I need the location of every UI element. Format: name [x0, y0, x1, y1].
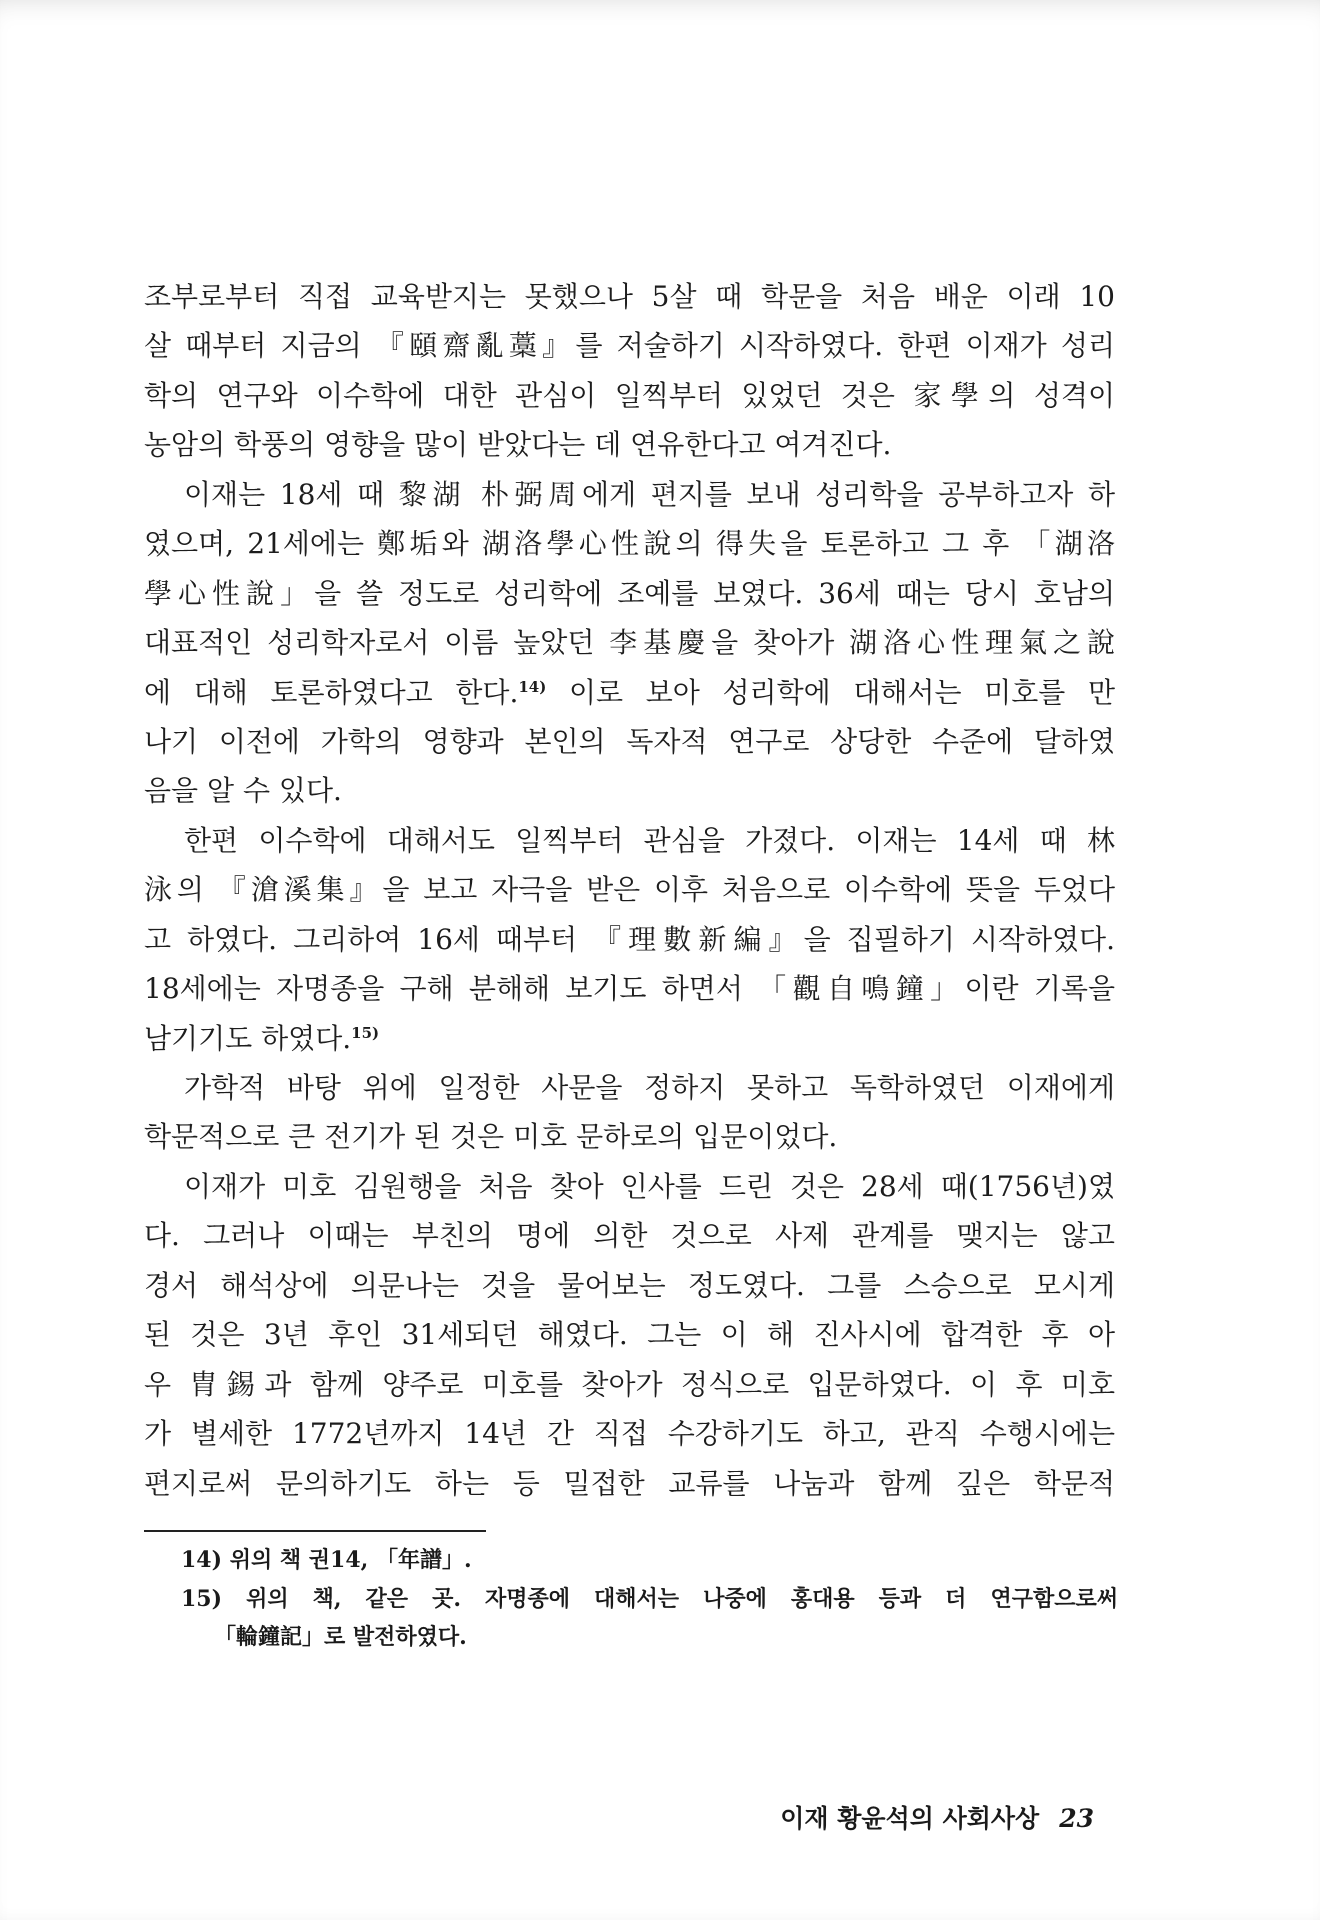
paragraph [144, 272, 1115, 470]
body-line: 泳의 『滄溪集』을 보고 자극을 받은 이후 처음으로 이수학에 뜻을 두었다 [144, 873, 1115, 907]
footnote-text: 위의 책, 같은 곳. 자명종에 대해서는 나중에 홍대용 등과 더 연구함으로써 [246, 1585, 1118, 1612]
page-number: 23 [1059, 1804, 1094, 1833]
body-line: 우 胄錫과 함께 양주로 미호를 찾아가 정식으로 입문하였다. 이 후 미호 [144, 1367, 1115, 1401]
body-line: 경서 해석상에 의문나는 것을 물어보는 정도였다. 그를 스승으로 모시게 [144, 1268, 1115, 1302]
body-line: 가학적 바탕 위에 일정한 사문을 정하지 못하고 독학하였던 이재에게 [184, 1071, 1115, 1104]
body-line: 농암의 학풍의 영향을 많이 받았다는 데 연유한다고 여겨진다. [144, 428, 892, 462]
running-footer [780, 1803, 1094, 1835]
footnote-ref-15: 15) [351, 1023, 380, 1042]
footnote-15 [181, 1580, 1118, 1619]
body-line: 가 별세한 1772년까지 14년 간 직접 수강하기도 하고, 관직 수행시에는 [144, 1417, 1115, 1451]
body-line: 나기 이전에 가학의 영향과 본인의 독자적 연구로 상당한 수준에 달하였 [144, 724, 1115, 758]
paragraph [144, 1162, 1115, 1508]
paragraph [144, 470, 1115, 816]
paragraph [144, 1063, 1115, 1162]
footnote-ref-14: 14) [518, 677, 547, 696]
body-line: 18세에는 자명종을 구해 분해해 보기도 하면서 「觀自鳴鐘」이란 기록을 [144, 972, 1115, 1006]
footnote-marker: 14) [181, 1547, 223, 1573]
footnote-text: 위의 책 권14, 「年譜」. [229, 1547, 472, 1573]
body-line: 한편 이수학에 대해서도 일찍부터 관심을 가졌다. 이재는 14세 때 林 [184, 823, 1115, 857]
body-text [144, 272, 1115, 1508]
body-line: 된 것은 3년 후인 31세되던 해였다. 그는 이 해 진사시에 합격한 후 아 [144, 1318, 1115, 1352]
body-line: 조부로부터 직접 교육받지는 못했으나 5살 때 학문을 처음 배운 이래 10 [144, 280, 1115, 313]
body-line: 다. 그러나 이때는 부친의 명에 의한 것으로 사제 관계를 맺지는 않고 [144, 1219, 1115, 1253]
body-line: 이재가 미호 김원행을 처음 찾아 인사를 드린 것은 28세 때(1756년)였 [184, 1169, 1115, 1203]
body-line: 살 때부터 지금의 『頤齋亂藁』를 저술하기 시작하였다. 한편 이재가 성리 [144, 329, 1115, 363]
footnotes [181, 1541, 1118, 1657]
body-line: 학의 연구와 이수학에 대한 관심이 일찍부터 있었던 것은 家學의 성격이 [144, 378, 1115, 412]
paragraph [144, 816, 1115, 1063]
body-line: 이재는 18세 때 黎湖 朴弼周에게 편지를 보내 성리학을 공부하고자 하 [184, 477, 1115, 511]
body-line [144, 668, 1115, 717]
footnote-marker: 15) [181, 1585, 223, 1612]
body-line: 대표적인 성리학자로서 이름 높았던 李基慶을 찾아가 湖洛心性理氣之說 [144, 626, 1115, 660]
running-title: 이재 황윤석의 사회사상 [780, 1804, 1040, 1833]
footnote-15-continuation [181, 1618, 1118, 1657]
footnote-14 [181, 1541, 1118, 1580]
body-line [144, 1014, 1115, 1063]
body-line: 음을 알 수 있다. [144, 774, 342, 808]
body-line: 편지로써 문의하기도 하는 등 밀접한 교류를 나눔과 함께 깊은 학문적 [144, 1466, 1115, 1500]
footnote-divider [144, 1530, 486, 1532]
line-text: 에 대해 토론하였다고 한다. [144, 675, 519, 709]
line-text: 이로 보아 성리학에 대해서는 미호를 만 [546, 675, 1115, 709]
body-line: 고 하였다. 그리하여 16세 때부터 『理數新編』을 집필하기 시작하였다. [144, 922, 1115, 956]
body-line: 學心性說」을 쓸 정도로 성리학에 조예를 보였다. 36세 때는 당시 호남의 [144, 576, 1115, 610]
body-line: 학문적으로 큰 전기가 된 것은 미호 문하로의 입문이었다. [144, 1120, 838, 1154]
body-line: 였으며, 21세에는 鄭垢와 湖洛學心性說의 得失을 토론하고 그 후 「湖洛 [144, 527, 1115, 561]
footnote-text: 「輪鐘記」로 발전하였다. [214, 1624, 467, 1650]
line-text: 남기기도 하였다. [144, 1021, 352, 1055]
